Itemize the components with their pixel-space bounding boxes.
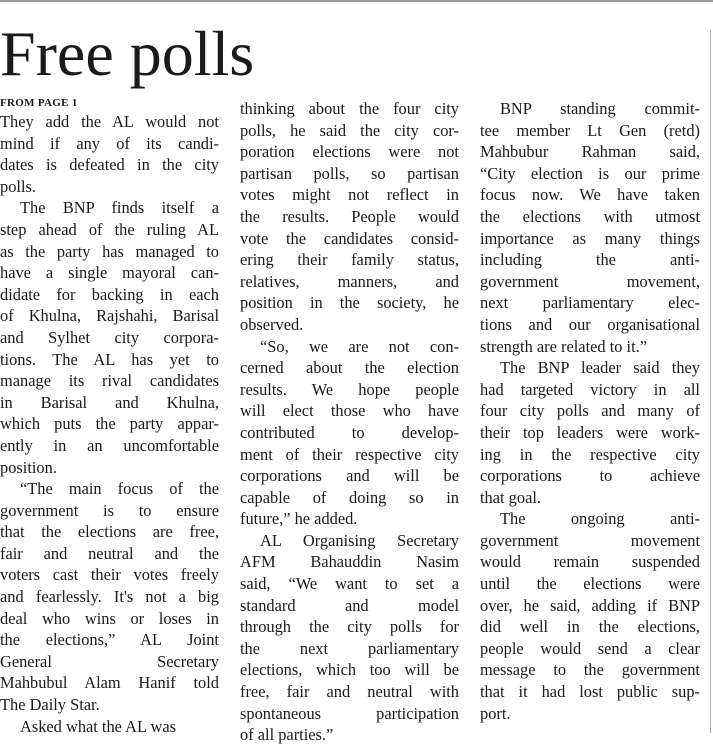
text-line: General Secretary [0,651,219,671]
text-line: in Barisal and Khulna, [0,392,219,412]
column-rule [710,30,711,733]
text-line: relatives, manners, and [240,271,459,291]
text-line: the results. People would [240,206,459,226]
text-line: had targeted victory in all [480,379,700,399]
headline: Free polls [0,18,255,89]
text-line: strength are related to it.” [480,336,648,356]
text-line: votes might not reflect in [240,185,459,205]
text-line: which puts the party appar- [0,414,219,434]
text-line: The BNP leader said they [500,358,700,378]
text-line: of all parties.” [240,725,334,745]
text-line: dates is defeated in the city [0,155,219,175]
text-line: ently in an uncomfortable [0,435,219,455]
text-line: mind if any of its candi- [0,133,219,153]
text-line: port. [480,703,511,723]
text-line: next parliamentary elec- [480,293,700,313]
text-line: of Khulna, Rajshahi, Barisal [0,306,219,326]
text-line: didate for backing in each [0,284,219,304]
text-line: Mahbubur Rahman said, [480,142,700,162]
article-column-2 [240,98,459,746]
text-line: “The main focus of the [20,479,219,499]
text-line: poration elections were not [240,142,459,162]
text-line: cerned about the election [240,358,459,378]
text-line: did well in the elections, [480,617,700,637]
text-line: corporations and will be [240,466,459,486]
text-line: AL Organising Secretary [260,530,459,550]
text-line: as the party has managed to [0,241,219,261]
text-line: four city polls and many of [480,401,700,421]
text-line: polls. [0,176,36,196]
top-rule [0,0,713,2]
text-line: and Sylhet city corpora- [0,327,219,347]
text-line: The BNP finds itself a [20,198,219,218]
text-line: corporations to achieve [480,466,700,486]
text-line: will elect those who have [240,401,459,421]
text-line: The ongoing anti- [500,509,700,529]
text-line: tions and our organisational [480,314,700,334]
text-line: manage its rival candidates [0,371,219,391]
article-column-1 [0,97,219,737]
text-line: “So, we are not con- [260,336,459,356]
text-line: thinking about the four city [240,99,459,118]
text-line: over, he said, adding if BNP [480,595,700,615]
text-line: fair and neutral and the [0,543,219,563]
text-line: capable of doing so in [240,487,459,507]
text-line: voters cast their votes freely [0,565,219,585]
text-line: and fearlessly. It's not a big [0,587,219,607]
text-line: standard and model [240,595,459,615]
text-line: ment of their respective city [240,444,459,464]
text-line: Asked what the AL was [20,716,176,736]
text-line: focus now. We have taken [480,185,700,205]
text-line: free, fair and neutral with [240,682,459,702]
text-line: that the elections are free, [0,522,219,542]
text-line: tions. The AL has yet to [0,349,219,369]
text-line: future,” he added. [240,509,358,529]
text-line: results. We hope people [240,379,459,399]
text-line: importance as many things [480,228,700,248]
text-line: the elections,” AL Joint [0,630,219,650]
text-line: spontaneous participation [240,703,459,723]
text-line: would remain suspended [480,552,700,572]
text-line: the next parliamentary [240,638,459,658]
text-line: partisan polls, so partisan [240,163,459,183]
text-line: through the city polls for [240,617,459,637]
text-line: They add the AL would not [0,112,219,131]
text-line: BNP standing commit- [500,99,700,118]
text-line: ing in the respective city [480,444,700,464]
text-line: message to the government [480,660,700,680]
text-line: ering their family status, [240,250,459,270]
text-line: elections, which too will be [240,660,459,680]
text-line: position in the society, he [240,293,459,313]
text-line: government is to ensure [0,500,219,520]
text-line: deal who wins or loses in [0,608,219,628]
text-line: polls, he said the city cor- [240,120,459,140]
text-line: have a single mayoral can- [0,263,219,283]
text-line: “City election is our prime [480,163,700,183]
text-line: until the elections were [480,574,700,594]
text-line: including the anti- [480,250,700,270]
text-line: people would send a clear [480,638,700,658]
text-line: The Daily Star. [0,695,100,715]
text-line: step ahead of the ruling AL [0,219,219,239]
article-column-3 [480,98,700,724]
text-line: government movement [480,530,700,550]
text-line: their top leaders were work- [480,422,700,442]
jump-kicker: FROM PAGE 1 [0,97,78,109]
text-line: AFM Bahauddin Nasim [240,552,459,572]
text-line: that it had lost public sup- [480,682,700,702]
text-line: vote the candidates consid- [240,228,459,248]
text-line: Mahbubul Alam Hanif told [0,673,219,693]
text-line: tee member Lt Gen (retd) [480,120,700,140]
text-line: that goal. [480,487,541,507]
text-line: position. [0,457,57,477]
text-line: observed. [240,314,304,334]
text-line: contributed to develop- [240,422,459,442]
text-line: said, “We want to set a [240,574,459,594]
text-line: government movement, [480,271,700,291]
text-line: the elections with utmost [480,206,700,226]
